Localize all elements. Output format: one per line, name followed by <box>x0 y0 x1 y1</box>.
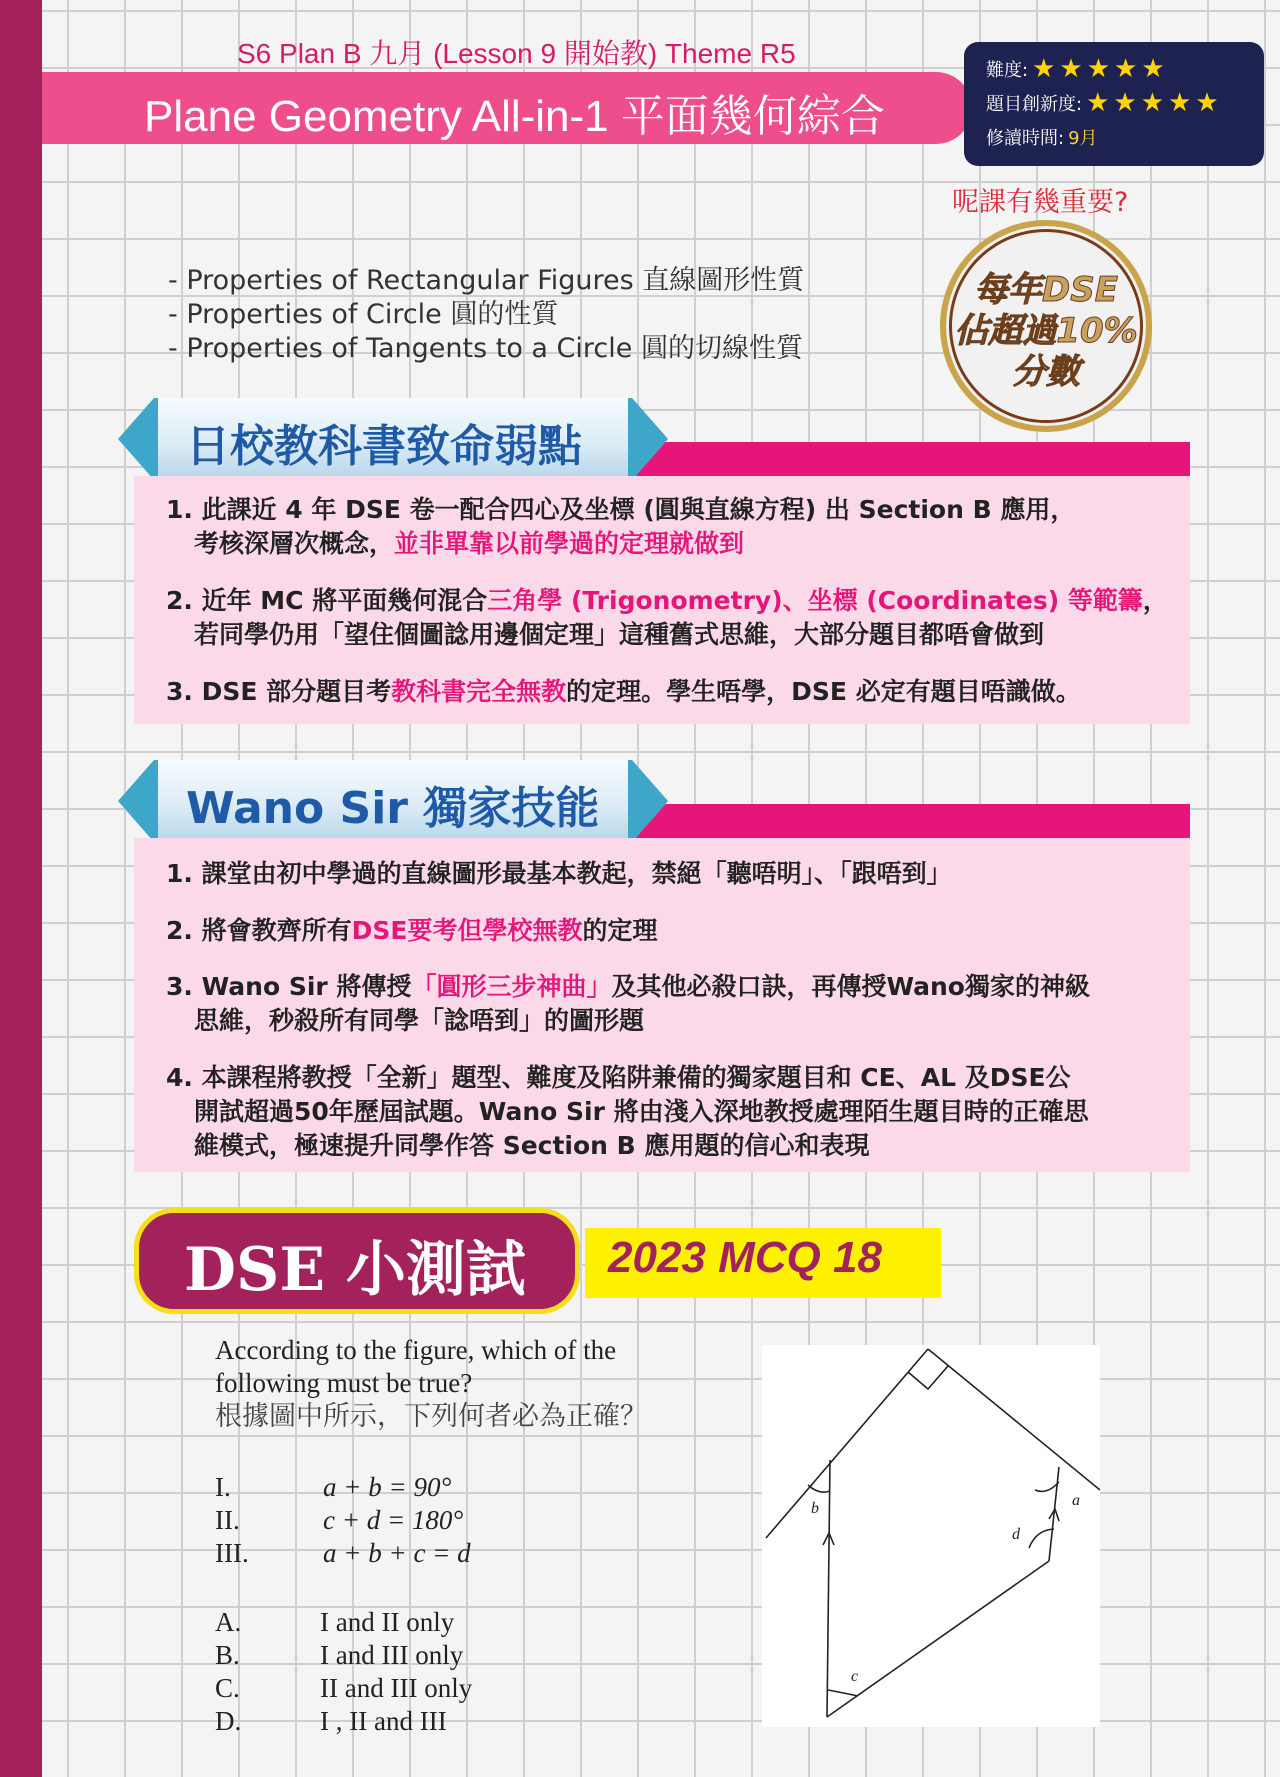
section1-label-edge-left <box>118 398 158 480</box>
item-highlight: 並非單靠以前學過的定理就做到 <box>394 529 745 558</box>
item-line <box>166 584 1168 618</box>
quiz-year-text: 2023 MCQ 18 <box>608 1233 882 1282</box>
question-line: According to the figure, which of the <box>215 1335 617 1365</box>
figure-label-d: d <box>1012 1526 1020 1543</box>
item-highlight: 「圓形三步神曲」 <box>411 972 612 1001</box>
course-subtitle: S6 Plan B 九月 (Lesson 9 開始教) Theme R5 <box>237 38 796 69</box>
importance-question: 呢課有幾重要? <box>952 187 1129 218</box>
medal-line-3: 分數 <box>1012 352 1080 392</box>
section1-band <box>620 442 1190 476</box>
statement-num: III. <box>215 1538 249 1568</box>
medal-line-1: 每年DSE <box>974 270 1118 310</box>
statement-expr: a + b = 90° <box>323 1472 452 1502</box>
item-text: 3. Wano Sir 將傳授 <box>166 972 412 1001</box>
option-letter: C. <box>215 1673 240 1703</box>
item-line <box>166 970 1090 1004</box>
topic-item: - Properties of Rectangular Figures 直線圖形性質 <box>168 265 805 296</box>
geometry-figure-svg <box>762 1345 1100 1727</box>
section2-title: Wano Sir 獨家技能 <box>186 783 600 834</box>
read-time-label: 修讀時間: <box>986 128 1065 149</box>
item-line: 1. 此課近 4 年 DSE 卷一配合四心及坐標 (圓與直線方程) 出 Section B 應用， <box>166 495 1076 524</box>
statement-num: I. <box>215 1472 231 1502</box>
item-highlight: 三角學 (Trigonometry)、坐標 (Coordinates) 等範籌 <box>487 586 1143 615</box>
quiz-badge-text: DSE 小測試 <box>184 1235 526 1305</box>
section2-item-4 <box>166 1061 1089 1163</box>
figure-label-c: c <box>851 1668 859 1685</box>
item-line <box>166 914 657 948</box>
item-text: 2. 將會教齊所有 <box>166 916 352 945</box>
geometry-figure <box>762 1345 1100 1727</box>
topic-list <box>168 264 804 366</box>
item-line: 開試超過50年歷屆試題。Wano Sir 將由淺入深地教授處理陌生題目時的正確思 <box>194 1097 1089 1126</box>
item-highlight: DSE要考但學校無教 <box>351 916 583 945</box>
figure-label-a: a <box>1072 1492 1080 1509</box>
section2-item-3 <box>166 970 1090 1038</box>
item-line <box>166 527 1075 561</box>
item-line: 維模式，極速提升同學作答 Section B 應用題的信心和表現 <box>194 1131 870 1160</box>
item-line: 4. 本課程將教授「全新」題型、難度及陷阱兼備的獨家題目和 CE、AL 及DSE公 <box>166 1063 1071 1092</box>
difficulty-label: 難度: <box>986 60 1029 81</box>
item-text: 2. 近年 MC 將平面幾何混合 <box>166 586 488 615</box>
section1-item-3 <box>166 675 1081 709</box>
item-text: 3. DSE 部分題目考 <box>166 677 392 706</box>
option-text: I and II only <box>320 1607 455 1637</box>
read-time-value: 9月 <box>1068 128 1098 149</box>
novelty-row <box>986 86 1242 120</box>
section2-band <box>620 804 1190 838</box>
option-letter: D. <box>215 1706 242 1736</box>
item-line: 若同學仍用「望住個圖諗用邊個定理」這種舊式思維，大部分題目都唔會做到 <box>194 620 1045 649</box>
difficulty-stars-icon: ★★★★★ <box>1032 54 1169 84</box>
statement-expr: a + b + c = d <box>323 1538 471 1568</box>
section2-item-2 <box>166 914 657 948</box>
item-line <box>166 675 1081 709</box>
right-angle-mark <box>908 1366 948 1389</box>
option-text: I and III only <box>320 1640 464 1670</box>
medal-line-2: 佔超過10% <box>954 311 1138 351</box>
novelty-label: 題目創新度: <box>986 94 1083 115</box>
section2-label-edge-left <box>118 760 158 842</box>
novelty-stars-icon: ★★★★★ <box>1086 88 1223 118</box>
question-line: following must be true? <box>215 1368 473 1398</box>
section1-title: 日校教科書致命弱點 <box>186 421 582 472</box>
item-text: 考核深層次概念， <box>194 529 395 558</box>
option-text: I , II and III <box>320 1706 447 1736</box>
page-title: Plane Geometry All-in-1 平面幾何綜合 <box>144 92 885 141</box>
option-letter: A. <box>215 1607 242 1637</box>
option-letter: B. <box>215 1640 240 1670</box>
left-color-bar <box>0 0 42 1777</box>
angle-arc-a <box>1035 1482 1059 1491</box>
item-text: 的定理。學生唔學，DSE 必定有題目唔識做。 <box>566 677 1081 706</box>
figure-line-bottom <box>827 1561 1049 1717</box>
read-time-row <box>986 120 1242 154</box>
item-highlight: 教科書完全無教 <box>391 677 567 706</box>
topic-item: - Properties of Tangents to a Circle 圓的切線性質 <box>168 333 803 364</box>
figure-line-top-right <box>928 1349 1100 1490</box>
section1-item-1 <box>166 493 1075 561</box>
statement-expr: c + d = 180° <box>323 1505 464 1535</box>
topic-item: - Properties of Circle 圓的性質 <box>168 299 559 330</box>
figure-label-b: b <box>811 1500 819 1517</box>
question-line-zh: 根據圖中所示，下列何者必為正確？ <box>215 1401 647 1432</box>
item-line: 思維，秒殺所有同學「諗唔到」的圖形題 <box>194 1006 645 1035</box>
section2-item-1 <box>166 857 952 891</box>
figure-line-top-left <box>766 1349 928 1538</box>
rating-box <box>964 42 1264 166</box>
item-text: 及其他必殺口訣，再傳授Wano獨家的神級 <box>611 972 1090 1001</box>
section1-item-2 <box>166 584 1168 652</box>
statement-num: II. <box>215 1505 240 1535</box>
item-line: 1. 課堂由初中學過的直線圖形最基本教起，禁絕「聽唔明」、「跟唔到」 <box>166 859 952 888</box>
question-text <box>215 1334 647 1433</box>
difficulty-row <box>986 52 1242 86</box>
item-text: 的定理 <box>582 916 658 945</box>
item-text: ， <box>1142 586 1168 615</box>
angle-arc-c <box>828 1690 858 1696</box>
figure-line-left-vertical <box>827 1460 830 1717</box>
option-text: II and III only <box>320 1673 473 1703</box>
